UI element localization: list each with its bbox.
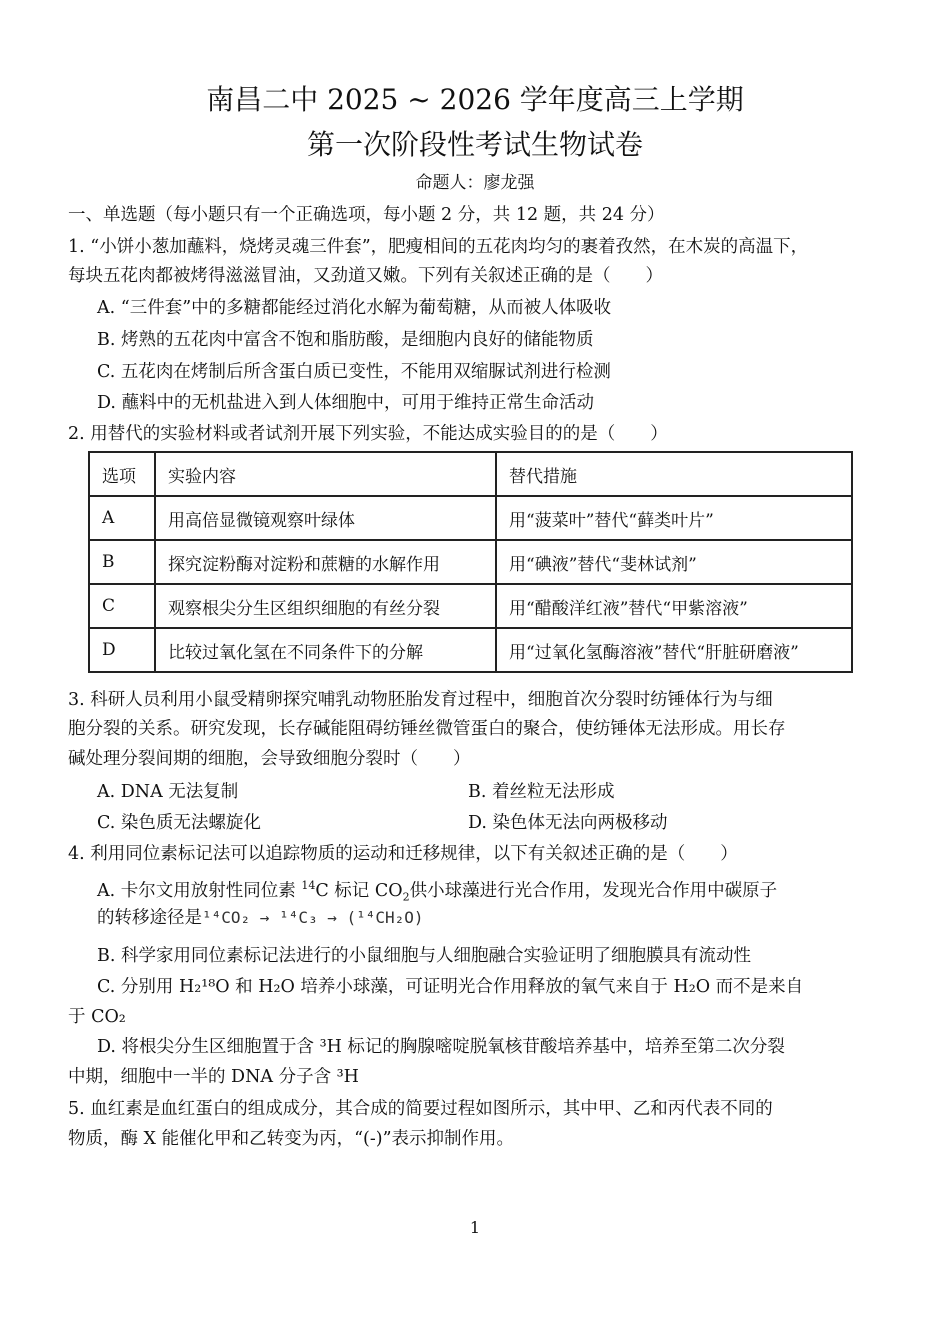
table-cell: D <box>89 628 155 672</box>
table-header-row <box>89 452 852 496</box>
table-cell: A <box>89 496 155 540</box>
q4-option-d-line2: 中期，细胞中一半的 DNA 分子含 ³H <box>68 1067 359 1087</box>
q1-stem-line1: 1. “小饼小葱加蘸料，烧烤灵魂三件套”，肥瘦相间的五花肉均匀的裹着孜然，在木炭的高温下， <box>68 237 809 257</box>
q4-option-b: B. 科学家用同位素标记法进行的小鼠细胞与人细胞融合实验证明了细胞膜具有流动性 <box>97 946 751 966</box>
q3-option-d: D. 染色体无法向两极移动 <box>468 813 668 833</box>
q4-a-text: A. 卡尔文用放射性同位素 <box>97 880 296 901</box>
table-cell: 用“醋酸洋红液”替代“甲紫溶液” <box>496 584 852 628</box>
q1-stem-line2: 每块五花肉都被烤得滋滋冒油，又劲道又嫩。下列有关叙述正确的是（ ） <box>68 266 663 286</box>
table-row <box>89 496 852 540</box>
table-cell: 用“菠菜叶”替代“藓类叶片” <box>496 496 852 540</box>
exam-author: 命题人：廖龙强 <box>415 173 535 193</box>
table-cell: 用高倍显微镜观察叶绿体 <box>155 496 496 540</box>
table-cell: 比较过氧化氢在不同条件下的分解 <box>155 628 496 672</box>
q4-option-d-line1: D. 将根尖分生区细胞置于含 ³H 标记的胸腺嘧啶脱氧核苷酸培养基中，培养至第二次分裂 <box>97 1037 785 1057</box>
table-row <box>89 628 852 672</box>
table-cell: C <box>89 584 155 628</box>
q1-option-c: C. 五花肉在烤制后所含蛋白质已变性，不能用双缩脲试剂进行检测 <box>97 362 611 382</box>
table-header-cell: 选项 <box>89 452 155 496</box>
table-cell: 探究淀粉酶对淀粉和蔗糖的水解作用 <box>155 540 496 584</box>
q4-a-line2-text: 的转移途径是 <box>97 908 202 928</box>
exam-title-line2: 第一次阶段性考试生物试卷 <box>306 128 643 161</box>
q4-option-a-line2 <box>97 906 424 930</box>
q2-stem: 2. 用替代的实验材料或者试剂开展下列实验，不能达成实验目的的是（ ） <box>68 424 668 444</box>
q4-a-sup: 14 <box>301 879 316 892</box>
table-header-cell: 替代措施 <box>496 452 852 496</box>
q5-stem-line1: 5. 血红素是血红蛋白的组成成分，其合成的简要过程如图所示，其中甲、乙和丙代表不同的 <box>68 1099 773 1119</box>
q3-stem-line2: 胞分裂的关系。研究发现，长存碱能阻碍纺锤丝微管蛋白的聚合，使纺锤体无法形成。用长存 <box>68 719 786 739</box>
q3-stem-line1: 3. 科研人员利用小鼠受精卵探究哺乳动物胚胎发育过程中，细胞首次分裂时纺锤体行为与细 <box>68 690 773 710</box>
table-cell: B <box>89 540 155 584</box>
table-cell: 观察根尖分生区组织细胞的有丝分裂 <box>155 584 496 628</box>
table-row <box>89 540 852 584</box>
q4-option-c-line2: 于 CO₂ <box>68 1007 126 1027</box>
q3-option-a: A. DNA 无法复制 <box>97 782 239 802</box>
q4-a-mid: C 标记 CO <box>315 880 403 901</box>
q4-a-post: 供小球藻进行光合作用，发现光合作用中碳原子 <box>409 880 778 901</box>
table-cell: 用“碘液”替代“斐林试剂” <box>496 540 852 584</box>
carbon-path-formula: ¹⁴CO₂ → ¹⁴C₃ → (¹⁴CH₂O) <box>202 908 424 927</box>
section-heading: 一、单选题（每小题只有一个正确选项，每小题 2 分，共 12 题，共 24 分） <box>68 205 665 225</box>
q3-option-b: B. 着丝粒无法形成 <box>468 782 615 802</box>
page-number: 1 <box>469 1218 481 1237</box>
q2-options-table <box>88 451 853 673</box>
exam-title-line1: 南昌二中 2025 ~ 2026 学年度高三上学期 <box>206 83 744 116</box>
q3-option-c: C. 染色质无法螺旋化 <box>97 813 261 833</box>
q4-option-c-line1: C. 分别用 H₂¹⁸O 和 H₂O 培养小球藻，可证明光合作用释放的氧气来自于 H₂O 而不是来自 <box>97 977 804 997</box>
table-header-cell: 实验内容 <box>155 452 496 496</box>
q5-stem-line2: 物质，酶 X 能催化甲和乙转变为丙，“(-)”表示抑制作用。 <box>68 1129 515 1149</box>
q4-a-sub: 2 <box>402 890 410 904</box>
q1-option-d: D. 蘸料中的无机盐进入到人体细胞中，可用于维持正常生命活动 <box>97 393 595 413</box>
q3-stem-line3: 碱处理分裂间期的细胞，会导致细胞分裂时（ ） <box>68 749 471 769</box>
q4-stem: 4. 利用同位素标记法可以追踪物质的运动和迁移规律，以下有关叙述正确的是（ ） <box>68 844 738 864</box>
q1-option-b: B. 烤熟的五花肉中富含不饱和脂肪酸，是细胞内良好的储能物质 <box>97 330 594 350</box>
table-row <box>89 584 852 628</box>
q1-option-a: A. “三件套”中的多糖都能经过消化水解为葡萄糖，从而被人体吸收 <box>97 298 612 318</box>
table-cell: 用“过氧化氢酶溶液”替代“肝脏研磨液” <box>496 628 852 672</box>
q4-option-a-line1 <box>97 874 777 909</box>
